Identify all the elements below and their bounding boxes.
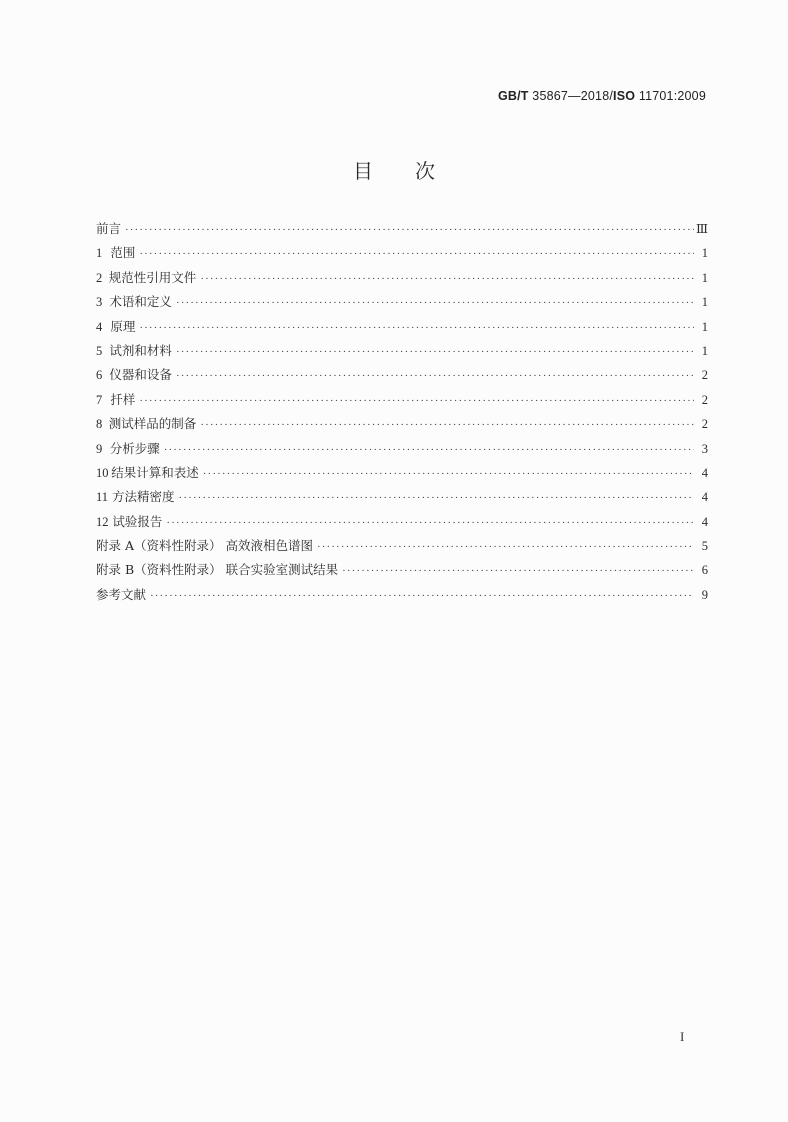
page-number: I	[680, 1029, 685, 1044]
toc-dot-leader	[150, 591, 694, 602]
toc-entry-10[interactable]	[96, 463, 708, 487]
toc-entry-label: 前言	[96, 221, 122, 236]
toc-dot-leader	[200, 420, 694, 431]
toc-entry-7[interactable]	[96, 390, 708, 414]
toc-entry-page: 3	[701, 441, 708, 456]
toc-entry-number: 6	[96, 368, 103, 383]
toc-entry-page: 2	[701, 392, 708, 407]
toc-entry-page: Ⅲ	[695, 222, 708, 236]
toc-entry-label: 仪器和设备	[109, 367, 172, 383]
standard-iso-number: 11701:2009	[638, 89, 706, 103]
toc-entry-label: 试剂和材料	[109, 342, 172, 358]
toc-entry-page: 1	[701, 270, 708, 285]
toc-entry-annex-b[interactable]	[96, 560, 708, 584]
toc-entry-page: 1	[701, 246, 708, 261]
toc-dot-leader	[317, 542, 694, 553]
toc-entry-6[interactable]	[96, 365, 708, 389]
toc-dot-leader	[342, 566, 694, 577]
toc-dot-leader	[203, 469, 694, 480]
toc-entry-label: 扦样	[110, 391, 136, 407]
toc-entry-number: 9	[96, 441, 103, 456]
toc-entry-page: 4	[701, 465, 708, 480]
toc-entry-page: 1	[701, 343, 708, 358]
toc-entry-2[interactable]	[96, 268, 708, 292]
toc-entry-9[interactable]	[96, 439, 708, 463]
table-of-contents	[96, 219, 708, 609]
toc-entry-label: 原理	[110, 318, 136, 334]
toc-entry-number: 12	[96, 514, 109, 529]
standard-iso: ISO	[613, 89, 636, 103]
toc-entry-page: 2	[701, 417, 708, 432]
standard-year: 35867—2018/	[532, 89, 614, 103]
toc-entry-page: 4	[701, 490, 708, 505]
toc-entry-number: 1	[96, 246, 103, 261]
toc-entry-number: 10	[96, 465, 109, 480]
toc-dot-leader	[176, 347, 694, 358]
toc-entry-bibliography[interactable]	[96, 585, 708, 609]
toc-dot-leader	[179, 493, 694, 504]
toc-entry-label: 规范性引用文件	[108, 269, 197, 285]
toc-entry-label: 范围	[110, 245, 136, 261]
toc-entry-label: 结果计算和表述	[111, 464, 199, 480]
toc-entry-number: 4	[96, 319, 103, 334]
toc-dot-leader	[125, 225, 694, 236]
toc-entry-page: 1	[701, 319, 708, 334]
toc-dot-leader	[166, 518, 694, 529]
toc-entry-page: 6	[701, 563, 708, 578]
toc-entry-3[interactable]	[96, 292, 708, 316]
toc-entry-annex-a[interactable]	[96, 536, 708, 560]
toc-entry-foreword[interactable]	[96, 219, 708, 243]
toc-entry-number: 5	[96, 343, 103, 358]
toc-entry-label: 测试样品的制备	[108, 416, 197, 432]
toc-dot-leader	[200, 274, 694, 285]
toc-entry-label: 附录 A（资料性附录） 高效液相色谱图	[96, 538, 313, 554]
toc-entry-page: 4	[701, 514, 708, 529]
toc-dot-leader	[139, 249, 694, 260]
toc-entry-number: 2	[96, 270, 103, 285]
toc-entry-page: 9	[701, 587, 708, 602]
toc-entry-label: 参考文献	[96, 586, 147, 602]
standard-number	[498, 89, 706, 103]
toc-entry-label: 术语和定义	[109, 294, 172, 310]
toc-entry-page: 1	[701, 295, 708, 310]
toc-entry-number: 3	[96, 295, 103, 310]
toc-entry-number: 8	[96, 417, 103, 432]
toc-entry-8[interactable]	[96, 414, 708, 438]
page-title	[0, 155, 788, 184]
toc-entry-11[interactable]	[96, 487, 708, 511]
title-char-2: 次	[415, 159, 435, 183]
toc-dot-leader	[139, 396, 694, 407]
toc-entry-label: 附录 B（资料性附录） 联合实验室测试结果	[96, 562, 339, 578]
toc-entry-label: 试验报告	[112, 513, 163, 529]
toc-dot-leader	[164, 445, 694, 456]
toc-dot-leader	[176, 298, 694, 309]
standard-prefix: GB/T	[497, 89, 529, 103]
toc-entry-1[interactable]	[96, 243, 708, 267]
toc-entry-12[interactable]	[96, 512, 708, 536]
toc-entry-label: 方法精密度	[112, 489, 175, 505]
toc-entry-4[interactable]	[96, 317, 708, 341]
title-char-1: 目	[353, 159, 373, 183]
toc-dot-leader	[176, 371, 694, 382]
toc-entry-page: 2	[701, 368, 708, 383]
toc-entry-label: 分析步骤	[109, 440, 160, 456]
toc-entry-page: 5	[701, 539, 708, 554]
toc-dot-leader	[139, 323, 694, 334]
toc-entry-5[interactable]	[96, 341, 708, 365]
toc-entry-number: 7	[96, 392, 103, 407]
toc-entry-number: 11	[96, 490, 109, 505]
